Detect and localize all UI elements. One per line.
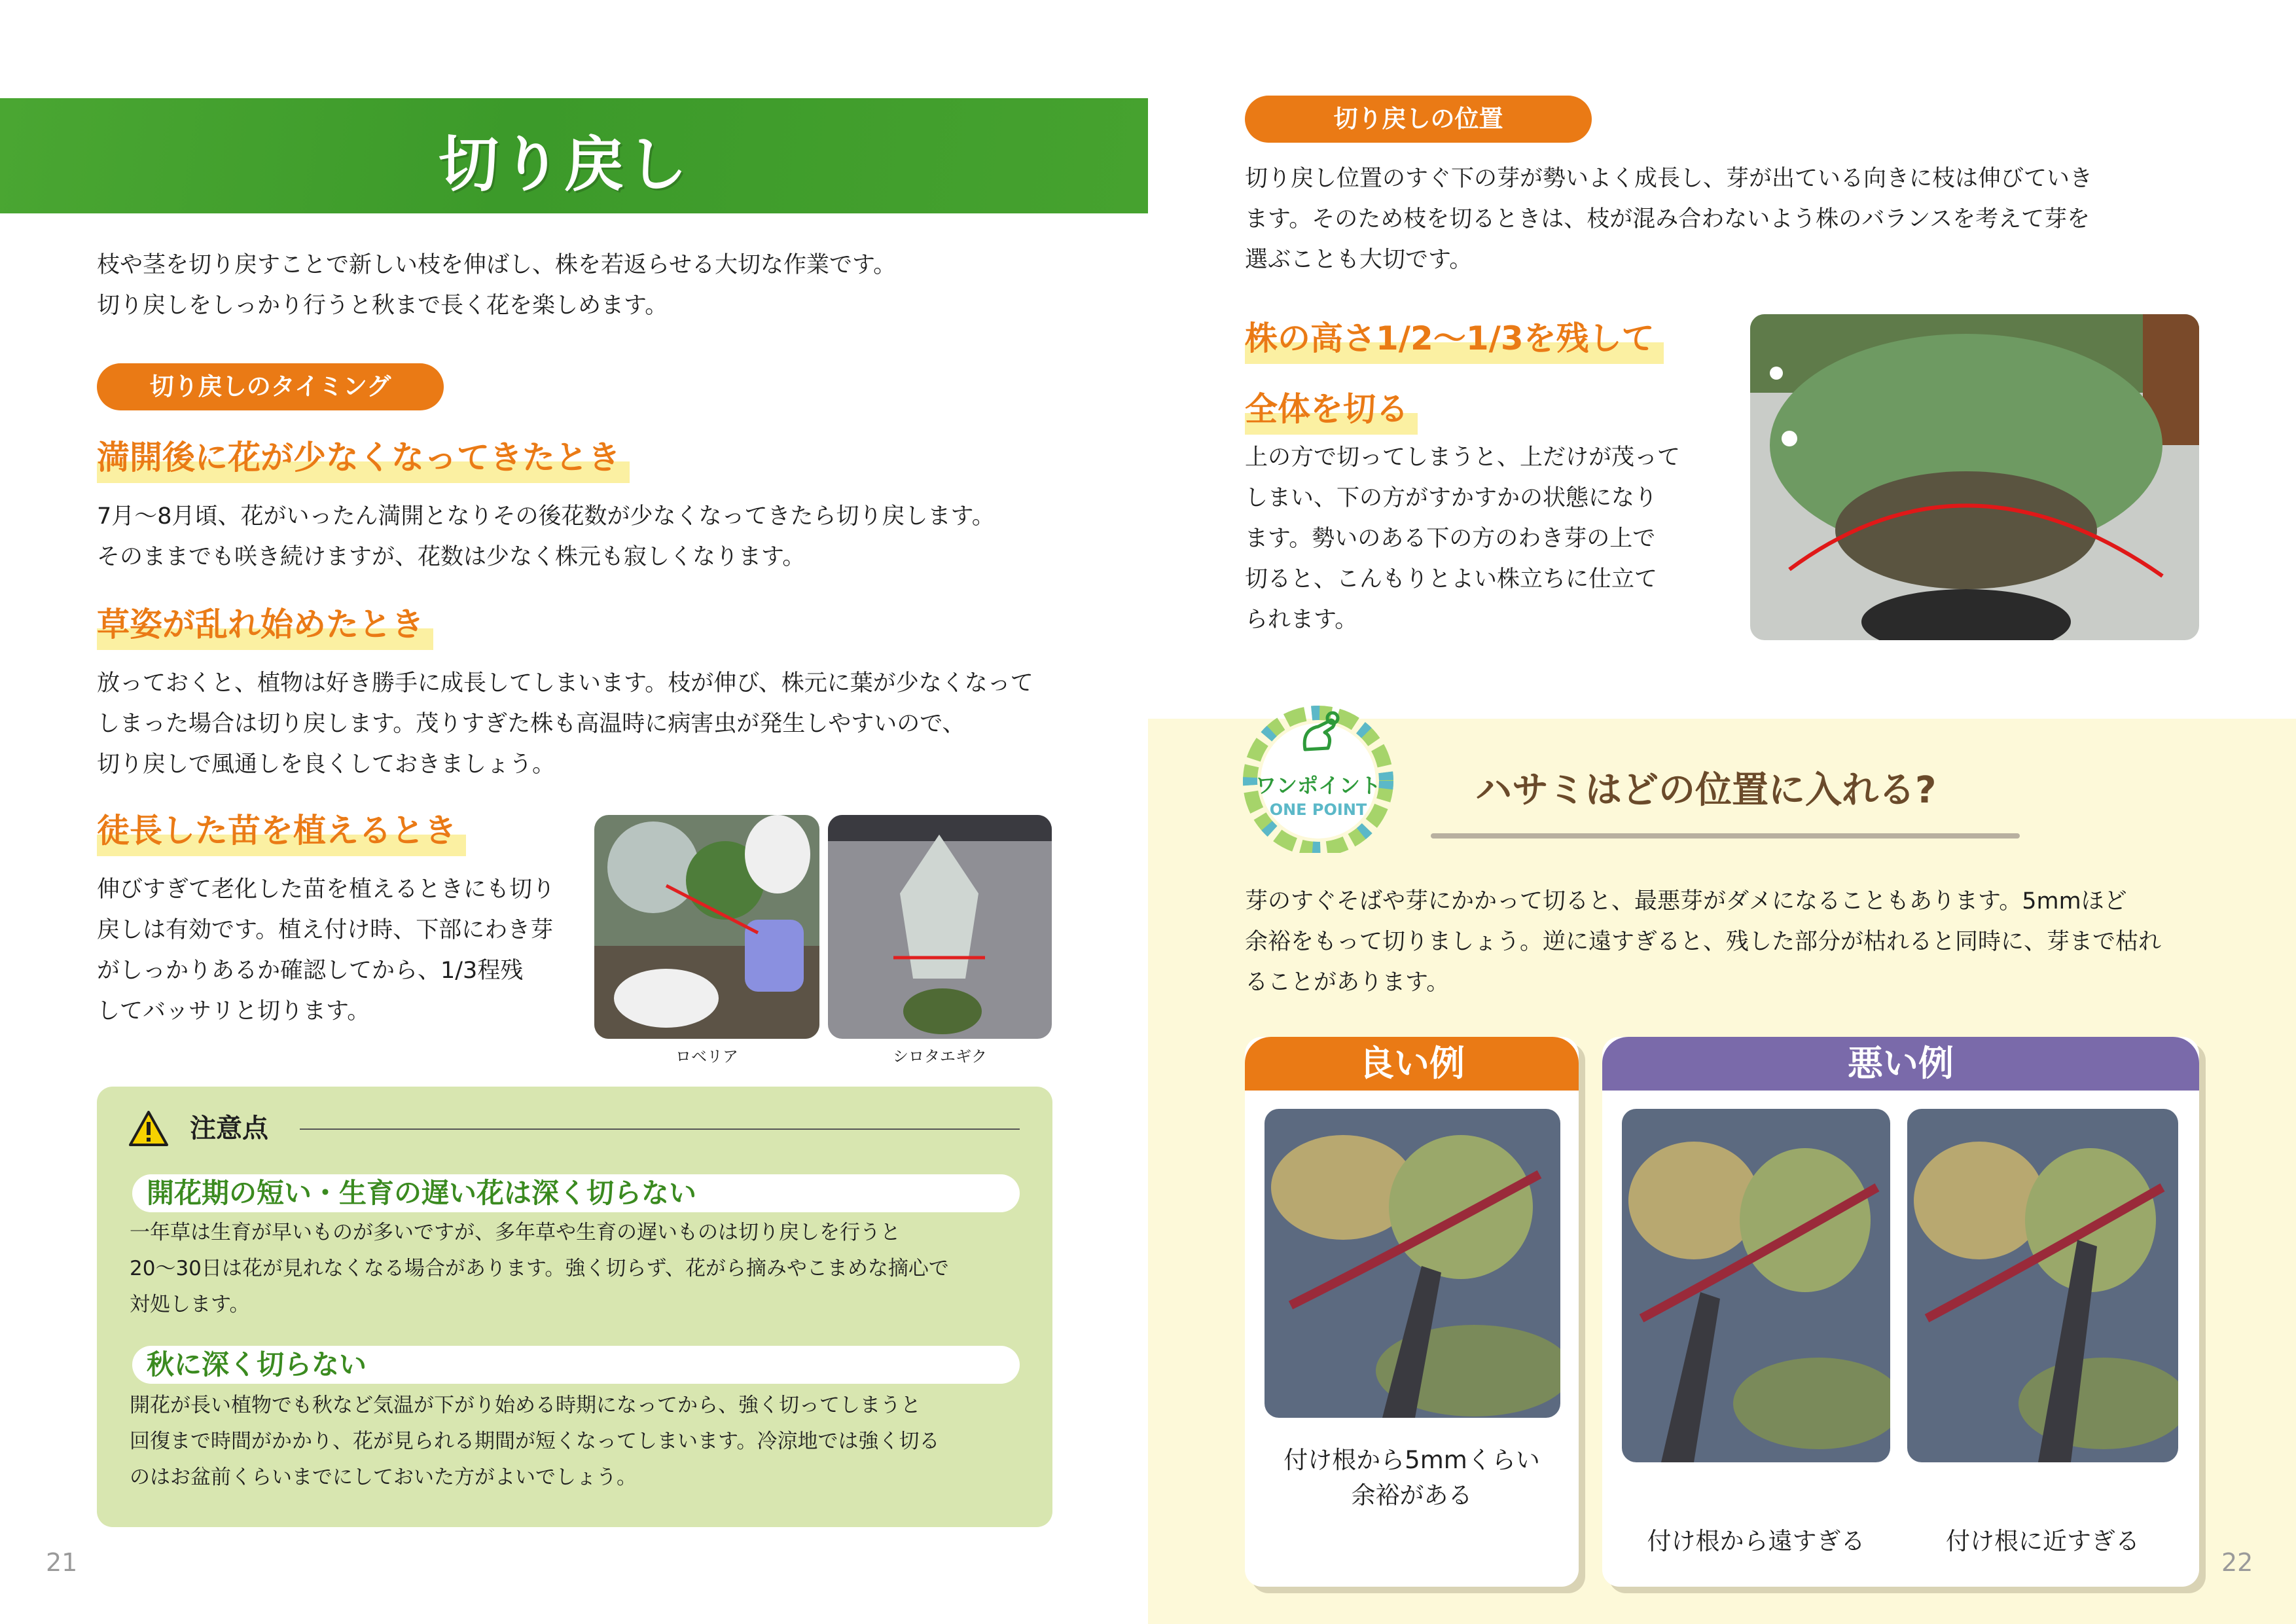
section-heading: 徒長した苗を植えるとき bbox=[97, 805, 466, 856]
timing-label: 切り戻しのタイミング bbox=[97, 363, 444, 410]
right-page bbox=[1148, 0, 2296, 1624]
section-text: 放っておくと、植物は好き勝手に成長してしまいます。枝が伸び、株元に葉が少なくなって しまった場合は切り戻します。茂りすぎた株も高温時に病害虫が発生しやすいので、 切り戻しで風通しを良くしておきましょう。 bbox=[97, 670, 1033, 778]
onepoint-section bbox=[1148, 719, 2296, 1624]
bad-example-label: 悪い例 bbox=[1602, 1037, 2199, 1091]
onepoint-text: 芽のすぐそばや芽にかかって切ると、最悪芽がダメになることもあります。5mmほど 余裕をもって切りましょう。逆に遠すぎると、残した部分が枯れると同時に、芽まで枯れ ることがあります。 bbox=[1245, 888, 2162, 996]
onepoint-badge-en: ONE POINT bbox=[1269, 801, 1367, 819]
lobelia-photo bbox=[594, 815, 819, 1039]
good-example-card bbox=[1245, 1037, 1579, 1587]
section-text: 7月～8月頃、花がいったん満開となりその後花数が少なくなってきたら切り戻します。 そのままでも咲き続けますが、花数は少なく株元も寂しくなります。 bbox=[97, 503, 995, 570]
bad-example-caption-far: 付け根から遠すぎる bbox=[1647, 1527, 1865, 1555]
intro-text: 枝や茎を切り戻すことで新しい枝を伸ばし、株を若返らせる大切な作業です。 切り戻しをしっかり行うと秋まで長く花を楽しめます。 bbox=[97, 252, 897, 319]
good-example-label: 良い例 bbox=[1245, 1037, 1579, 1091]
section-1 bbox=[97, 432, 1079, 577]
bad-example-card bbox=[1602, 1037, 2199, 1587]
caution-title: 注意点 bbox=[190, 1113, 268, 1144]
position-text: 切り戻し位置のすぐ下の芽が勢いよく成長し、芽が出ている向きに枝は伸びていき ます。そのため枝を切るときは、枝が混み合わないよう株のバランスを考えて芽を 選ぶことも大切です。 bbox=[1245, 166, 2093, 273]
height-heading-block bbox=[1245, 313, 1768, 435]
onepoint-badge bbox=[1240, 696, 1397, 853]
note-heading: 開花期の短い・生育の遅い花は深く切らない bbox=[132, 1174, 1020, 1212]
section-heading: 草姿が乱れ始めたとき bbox=[97, 599, 433, 650]
onepoint-question: ハサミはどの位置に入れる? bbox=[1475, 769, 1937, 812]
section-heading: 満開後に花が少なくなってきたとき bbox=[97, 432, 630, 483]
onepoint-badge-jp: ワンポイント bbox=[1255, 773, 1381, 798]
caution-box bbox=[97, 1087, 1052, 1527]
height-heading-line-2: 全体を切る bbox=[1245, 384, 1418, 435]
height-heading-line-1: 株の高さ1/2～1/3を残して bbox=[1245, 313, 1664, 364]
page-title: 切り戻し bbox=[439, 130, 691, 200]
note-text: 開花が長い植物でも秋など気温が下がり始める時期になってから、強く切ってしまうと 回復まで時間がかかり、花が見られる期間が短くなってしまいます。冷涼地では強く切る のはお盆前くらいまでにしておいた方がよいでしょう。 bbox=[130, 1394, 940, 1489]
title-banner bbox=[0, 98, 1148, 213]
section-2 bbox=[97, 599, 1079, 785]
plant-photo bbox=[1750, 314, 2199, 640]
dusty-miller-photo bbox=[828, 815, 1052, 1039]
warning-icon bbox=[128, 1110, 169, 1147]
caution-divider bbox=[300, 1128, 1020, 1130]
question-underline bbox=[1431, 833, 2020, 839]
position-label: 切り戻しの位置 bbox=[1245, 96, 1592, 143]
good-example-photo bbox=[1265, 1109, 1560, 1418]
good-example-caption: 付け根から5mmくらい 余裕がある bbox=[1283, 1446, 1540, 1509]
bad-example-photo-far bbox=[1622, 1109, 1890, 1462]
section-3 bbox=[97, 805, 607, 1032]
page-number: 21 bbox=[46, 1548, 78, 1577]
hand-scissors-icon bbox=[1292, 710, 1344, 763]
note-text: 一年草は生育が早いものが多いですが、多年草や生育の遅いものは切り戻しを行うと 20～30日は花が見れなくなる場合があります。強く切らず、花がら摘みやこまめな摘心で 対処します。 bbox=[130, 1221, 949, 1316]
page-number: 22 bbox=[2221, 1548, 2253, 1577]
height-text: 上の方で切ってしまうと、上だけが茂って しまい、下の方がすかすかの状態になり ます。勢いのある下の方のわき芽の上で 切ると、こんもりとよい株立ちに仕立て られます。 bbox=[1245, 444, 1681, 633]
photo-caption: シロタエギク bbox=[893, 1047, 987, 1066]
bad-example-caption-near: 付け根に近すぎる bbox=[1946, 1527, 2140, 1555]
bad-example-photo-near bbox=[1907, 1109, 2178, 1462]
photo-caption: ロベリア bbox=[675, 1047, 738, 1066]
note-heading: 秋に深く切らない bbox=[132, 1346, 1020, 1384]
section-text: 伸びすぎて老化した苗を植えるときにも切り 戻しは有効です。植え付け時、下部にわき芽 がしっかりあるか確認してから、1/3程残 してバッサリと切ります。 bbox=[97, 876, 556, 1024]
